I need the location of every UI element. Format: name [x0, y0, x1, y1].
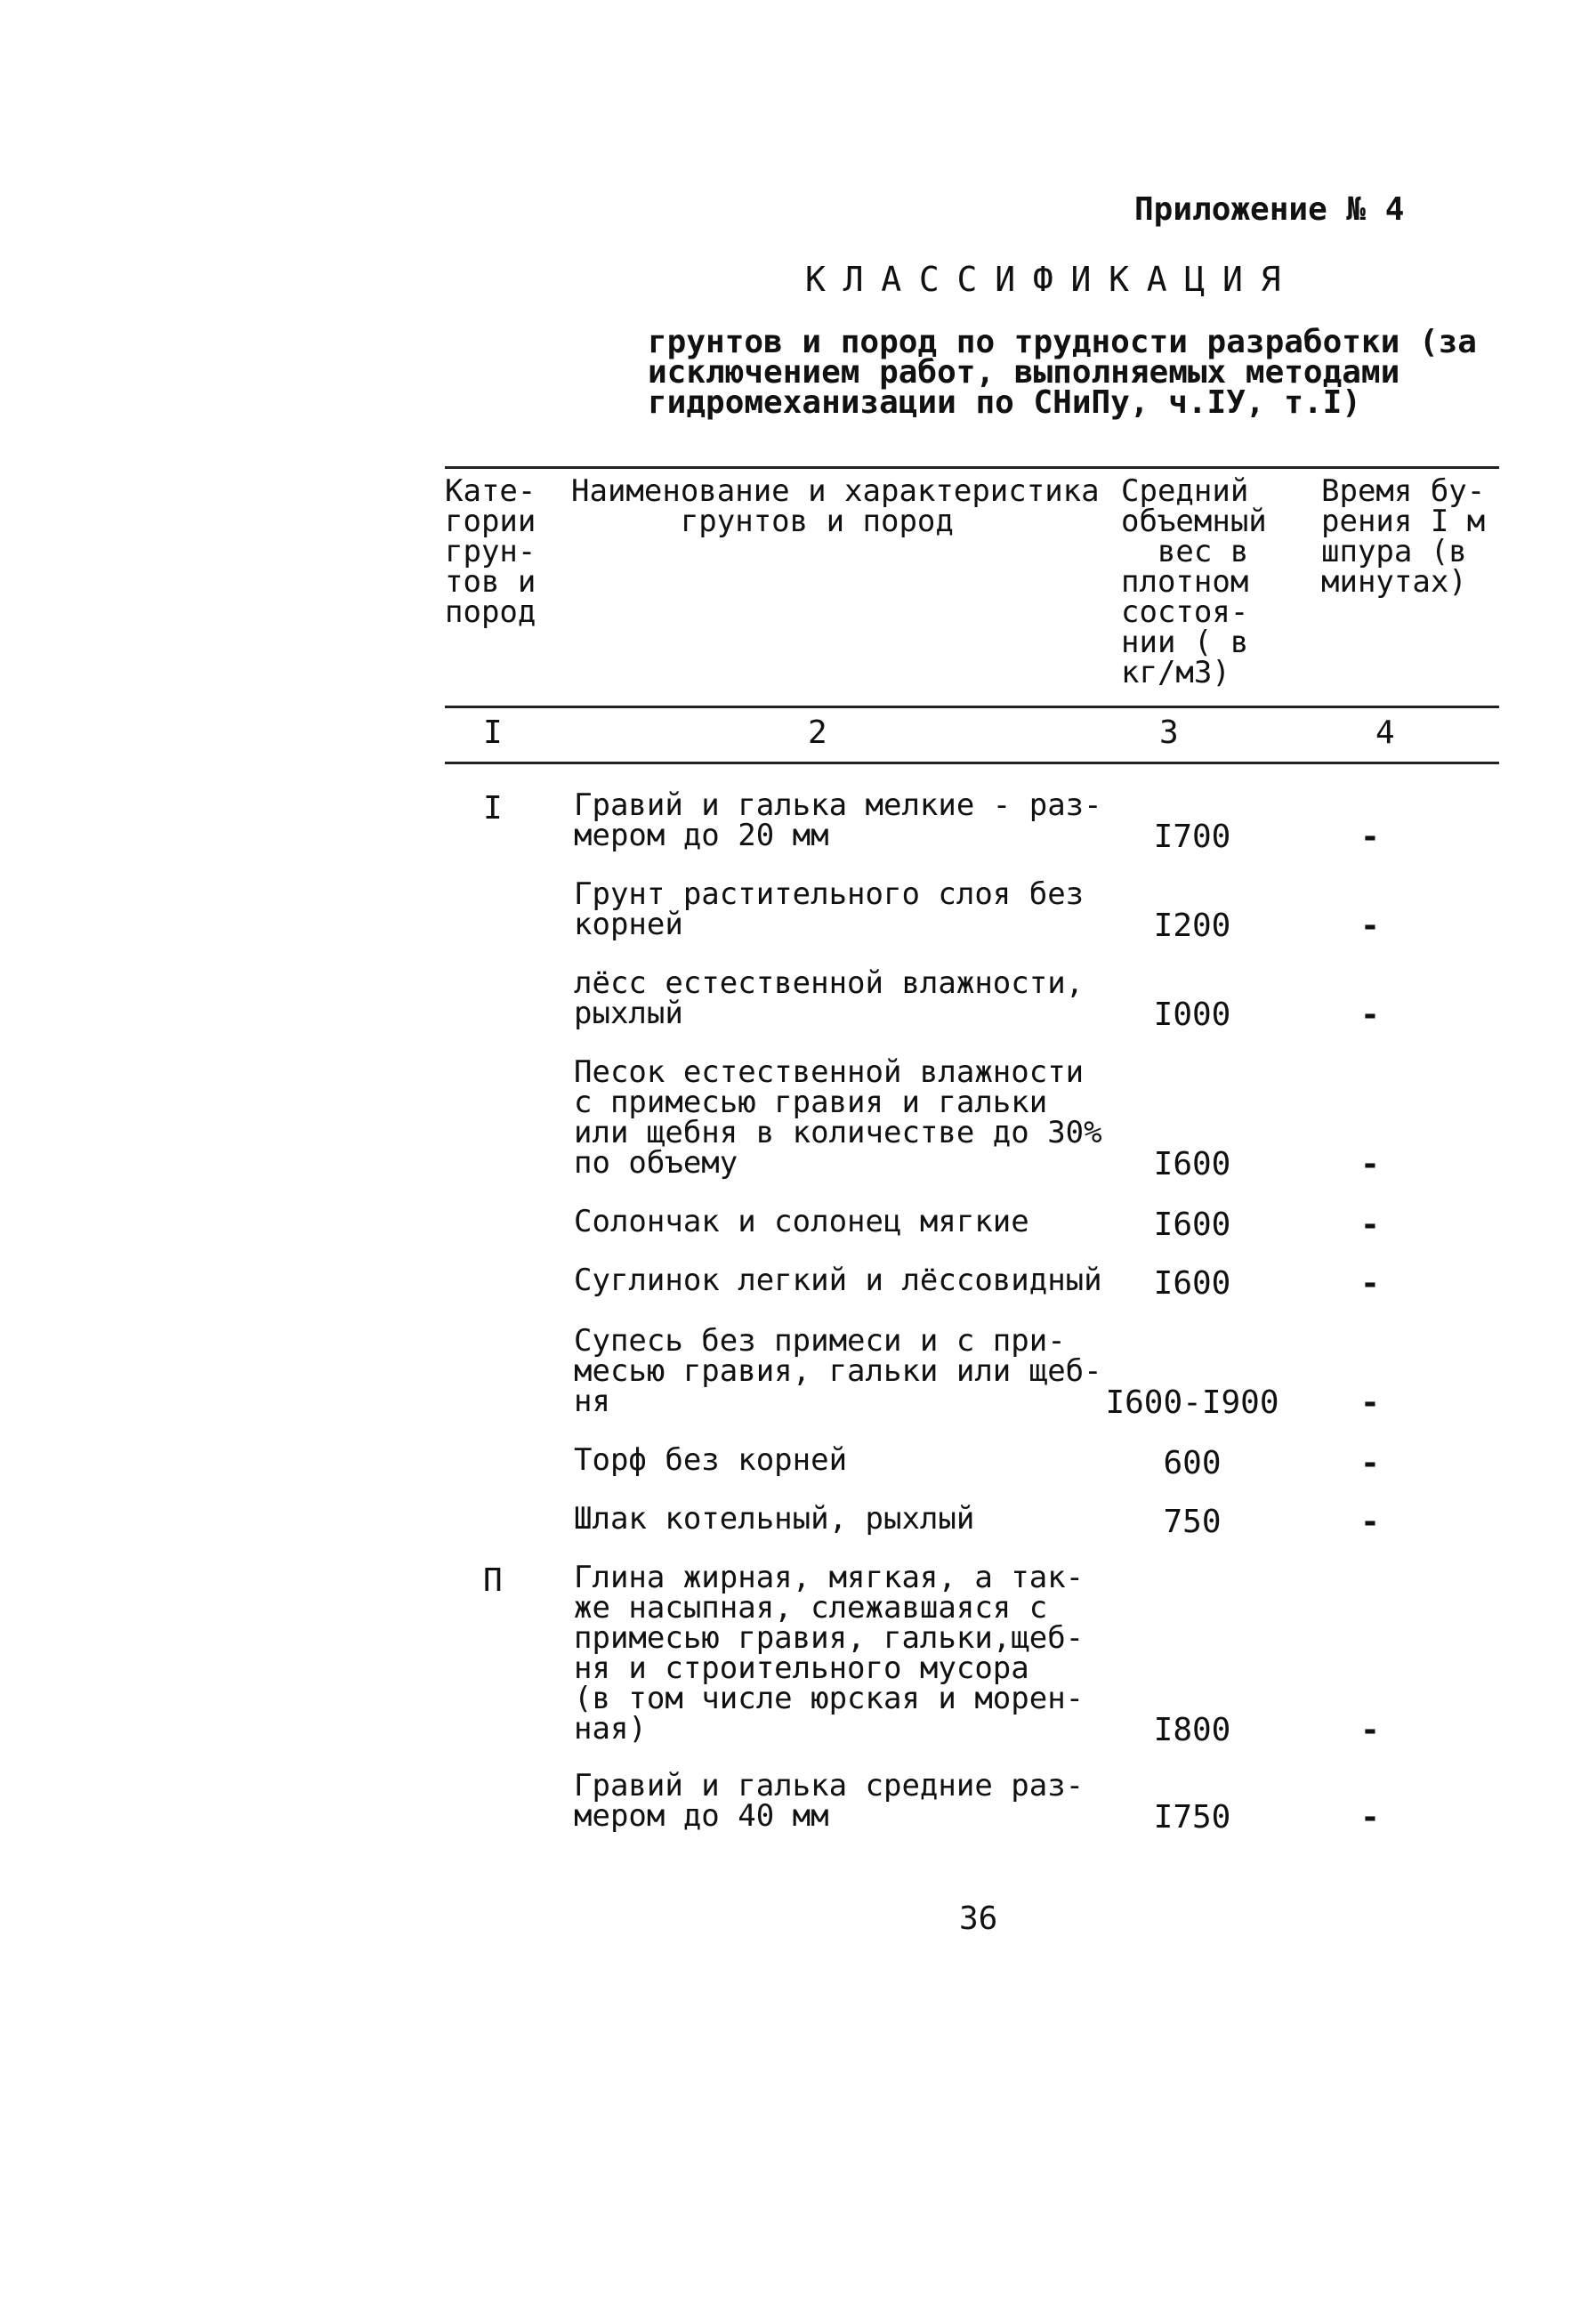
header-density: Средний объемный вес в плотном состоя- нии ( в кг/м3)	[1121, 473, 1267, 690]
document-title: КЛАССИФИКАЦИЯ	[805, 260, 1299, 299]
row-time: -	[1360, 1504, 1380, 1540]
row-time: -	[1360, 1799, 1380, 1836]
row-name: Торф без корней	[574, 1442, 848, 1478]
row-time: -	[1360, 819, 1380, 855]
row-name: Глина жирная, мягкая, а так- же насыпная, слежавшаяся с примесью гравия, гальки,щеб- ня и строительного мусора (в том числе юрская и морен- ная)	[574, 1560, 1085, 1747]
row-category: I	[483, 790, 503, 827]
page-number: 36	[959, 1900, 998, 1937]
row-time: -	[1360, 1206, 1380, 1243]
row-density: I750	[1153, 1799, 1231, 1836]
header-drilling-time: Время бу- рения I м шпура (в минутах)	[1321, 473, 1486, 600]
row-time: -	[1360, 1265, 1380, 1302]
row-density: 600	[1163, 1445, 1222, 1481]
row-name: Песок естественной влажности с примесью гравия и гальки или щебня в количестве до 30% по объему	[574, 1054, 1102, 1181]
row-time: -	[1360, 1712, 1380, 1748]
row-time: -	[1360, 1384, 1380, 1421]
row-time: -	[1360, 1445, 1380, 1481]
row-time: -	[1360, 997, 1380, 1033]
column-numbers-rule	[445, 762, 1499, 764]
column-number-1: I	[483, 714, 503, 751]
row-name: Гравий и галька средние раз- мером до 40 мм	[574, 1768, 1085, 1834]
header-category: Кате- гории грун- тов и пород	[445, 473, 536, 630]
header-name: Наименование и характеристика грунтов и пород	[571, 473, 1100, 539]
row-density: I600	[1153, 1265, 1231, 1302]
column-number-3: 3	[1159, 714, 1179, 751]
row-name: Гравий и галька мелкие - раз- мером до 20 мм	[574, 787, 1102, 853]
row-name: лёсс естественной влажности, рыхлый	[574, 965, 1085, 1031]
row-name: Супесь без примеси и с при- месью гравия, гальки или щеб- ня	[574, 1323, 1102, 1419]
row-density: I600-I900	[1105, 1384, 1279, 1421]
row-density: I200	[1153, 908, 1231, 944]
row-density: I600	[1153, 1206, 1231, 1243]
document-subtitle: грунтов и пород по трудности разработки (за исключением работ, выполняемых методами гидромеханизации по СНиПу, ч.IУ, т.I)	[648, 324, 1477, 421]
column-number-2: 2	[808, 714, 827, 751]
column-number-4: 4	[1375, 714, 1395, 751]
row-density: I700	[1153, 819, 1231, 855]
row-density: 750	[1163, 1504, 1222, 1540]
table-top-rule	[445, 466, 1499, 469]
row-name: Солончак и солонец мягкие	[574, 1204, 1029, 1239]
header-bottom-rule	[445, 706, 1499, 708]
row-time: -	[1360, 908, 1380, 944]
row-density: I000	[1153, 997, 1231, 1033]
row-category: П	[483, 1562, 503, 1599]
row-name: Суглинок легкий и лёссовидный	[574, 1263, 1102, 1298]
row-density: I800	[1153, 1712, 1231, 1748]
row-density: I600	[1153, 1146, 1231, 1182]
appendix-label: Приложение № 4	[1134, 191, 1405, 228]
row-time: -	[1360, 1146, 1380, 1182]
row-name: Шлак котельный, рыхлый	[574, 1501, 975, 1537]
row-name: Грунт растительного слоя без корней	[574, 876, 1085, 942]
